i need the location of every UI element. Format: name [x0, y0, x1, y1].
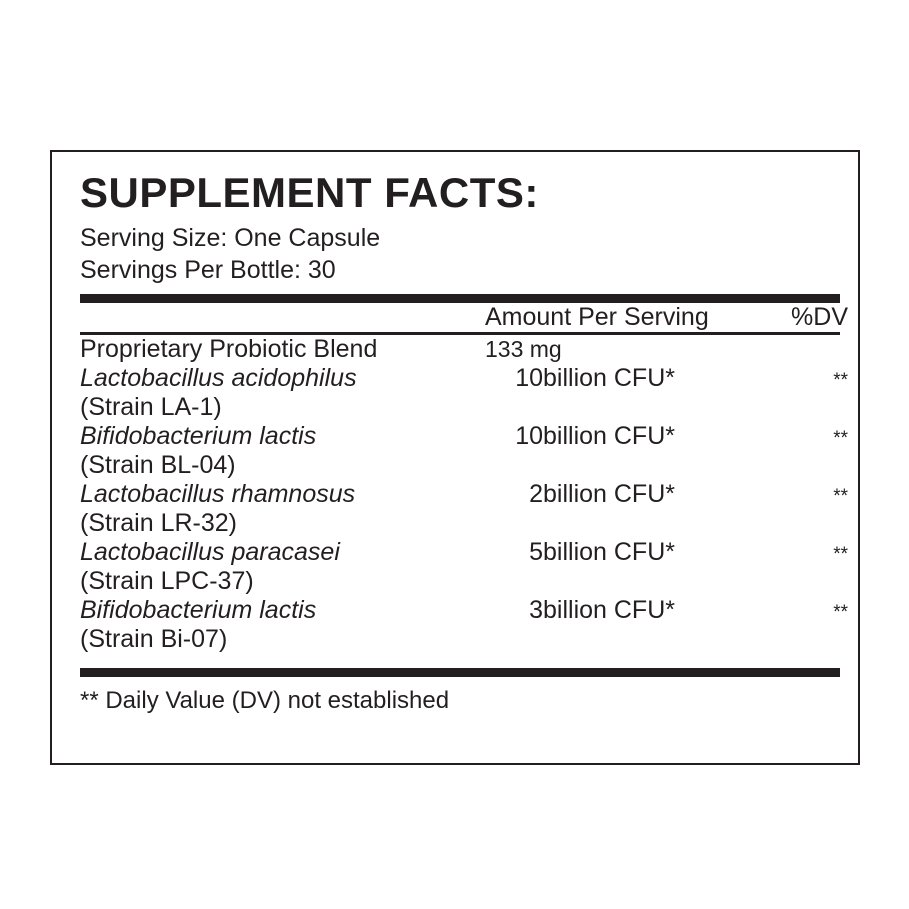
- nutrition-table: [80, 303, 848, 332]
- table-row: [80, 393, 848, 422]
- table-row: [80, 538, 848, 567]
- table-spacer: [80, 654, 848, 660]
- ingredient-strain: (Strain LPC-37): [80, 567, 254, 596]
- ingredient-dv: **: [833, 486, 848, 508]
- ingredient-dv: **: [833, 428, 848, 450]
- supplement-facts-panel: [50, 150, 860, 765]
- table-row: [80, 596, 848, 625]
- table-header-blank: [80, 303, 485, 332]
- ingredient-amount-number: 10: [515, 422, 543, 451]
- table-row: [80, 335, 848, 364]
- serving-size-text: Serving Size: One Capsule: [80, 224, 381, 253]
- ingredient-amount-number: 10: [515, 364, 543, 393]
- ingredient-amount-number: 5: [529, 538, 543, 567]
- ingredient-dv: **: [833, 544, 848, 566]
- blend-name: Proprietary Probiotic Blend: [80, 335, 378, 364]
- divider-thick-bottom: [80, 668, 840, 677]
- ingredient-amount-number: 3: [529, 596, 543, 625]
- table-row: [80, 625, 848, 654]
- supplement-facts-content: [80, 160, 848, 715]
- ingredient-name: Lactobacillus acidophilus: [80, 364, 357, 393]
- table-row: [80, 480, 848, 509]
- table-header-dv: %DV: [791, 303, 848, 332]
- page-title: SUPPLEMENT FACTS:: [80, 169, 539, 216]
- table-row: [80, 451, 848, 480]
- table-row: [80, 422, 848, 451]
- divider-thick-top: [80, 294, 840, 303]
- ingredient-strain: (Strain Bi-07): [80, 625, 228, 654]
- ingredient-dv: **: [833, 370, 848, 392]
- ingredient-amount-unit: billion CFU*: [543, 538, 675, 567]
- ingredients-table: [80, 335, 848, 660]
- ingredient-dv: **: [833, 602, 848, 624]
- ingredient-strain: (Strain LA-1): [80, 393, 222, 422]
- footnote-text: ** Daily Value (DV) not established: [80, 687, 450, 715]
- ingredient-name: Lactobacillus paracasei: [80, 538, 340, 567]
- table-header-row: [80, 303, 848, 332]
- ingredient-amount-unit: billion CFU*: [543, 422, 675, 451]
- ingredient-strain: (Strain LR-32): [80, 509, 237, 538]
- blend-amount: 133 mg: [485, 336, 562, 363]
- servings-per-bottle-text: Servings Per Bottle: 30: [80, 256, 336, 285]
- ingredient-name: Bifidobacterium lactis: [80, 422, 317, 451]
- ingredient-amount-unit: billion CFU*: [543, 596, 675, 625]
- table-header-amount: Amount Per Serving: [485, 303, 709, 332]
- table-row: [80, 364, 848, 393]
- ingredient-name: Lactobacillus rhamnosus: [80, 480, 356, 509]
- table-row: [80, 567, 848, 596]
- ingredient-strain: (Strain BL-04): [80, 451, 236, 480]
- ingredient-amount-number: 2: [529, 480, 543, 509]
- ingredient-amount-unit: billion CFU*: [543, 480, 675, 509]
- ingredient-amount-unit: billion CFU*: [543, 364, 675, 393]
- table-row: [80, 509, 848, 538]
- blend-dv: [778, 335, 848, 364]
- ingredient-name: Bifidobacterium lactis: [80, 596, 317, 625]
